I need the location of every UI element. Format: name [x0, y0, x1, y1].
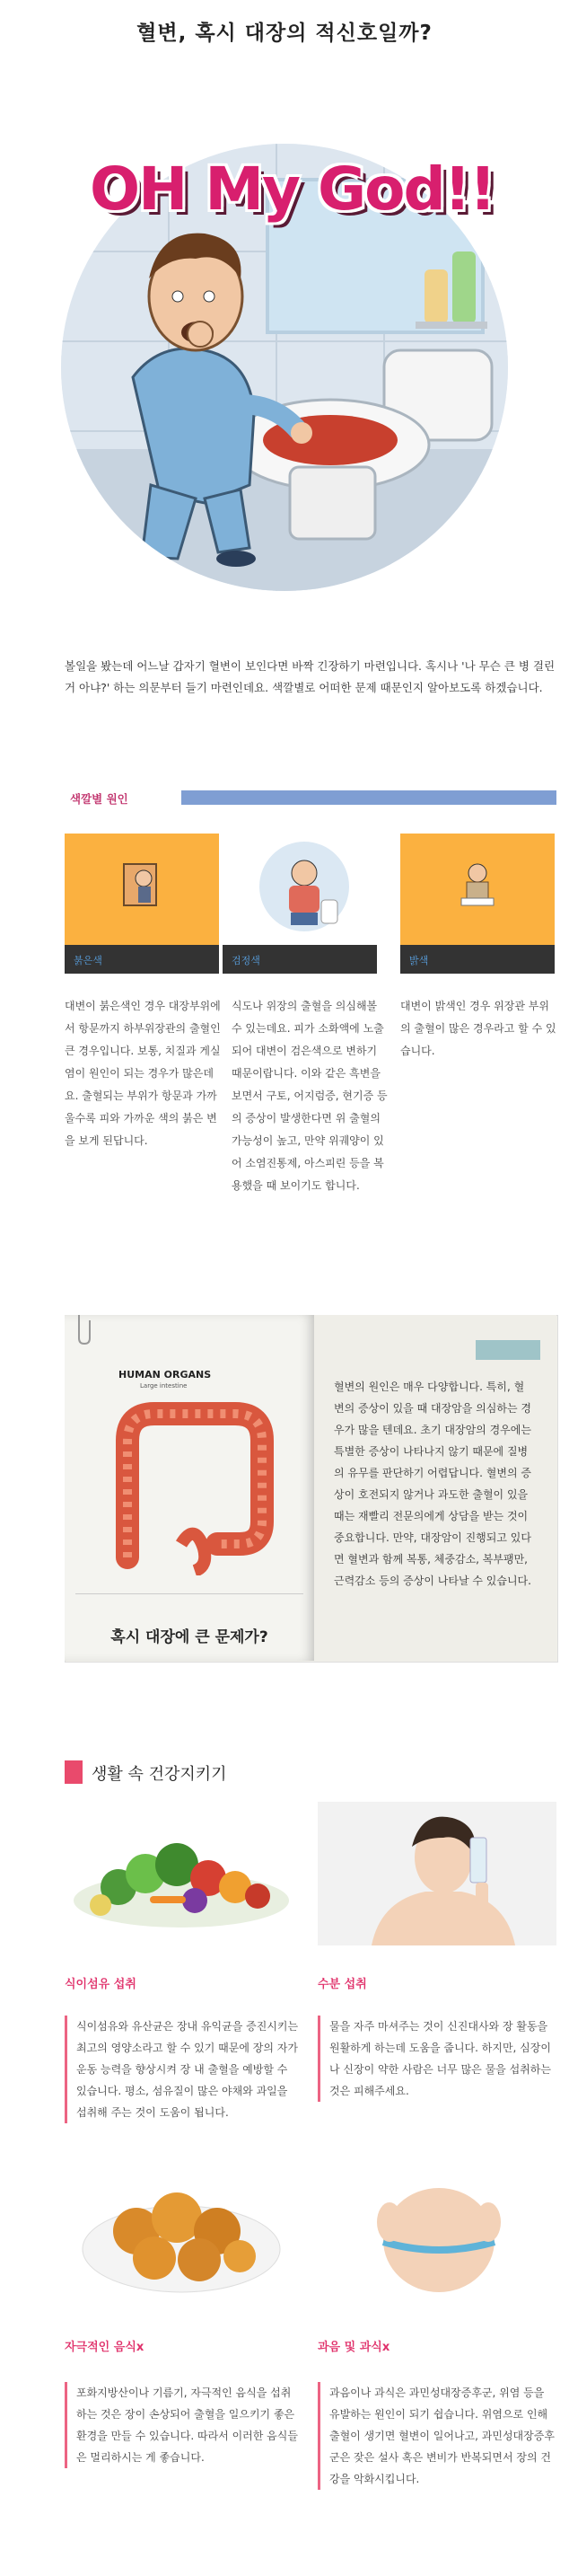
- woman-drinking-water-photo: [318, 1802, 556, 1945]
- color-card-black-text: 식도나 위장의 출혈을 의심해볼 수 있는데요. 피가 소화액에 노출되어 대변이 검은색으로 변하기 때문이랍니다. 이와 같은 흑변을 보면서 구토, 어지럼증, 현기증 등의 증상이 발생한다면 위 출혈의 가능성이 높고, 만약 위궤양이 있어 소염진통제, 아스피린 등을 복용했을 때 보이기도 합니다.: [232, 1000, 388, 1192]
- color-card-red: [65, 834, 219, 973]
- intro-paragraph: 볼일을 봤는데 어느날 갑자기 혈변이 보인다면 바짝 긴장하기 마련입니다. 혹시나 '나 무슨 큰 병 걸린거 아냐?' 하는 의문부터 들기 마련인데요. 색깔별로 어떠한 문제 때문인지 알아보도록 하겠습니다.: [65, 659, 556, 694]
- fiber-text: 식이섬유와 유산균은 장내 유익균을 증진시키는 최고의 영양소라고 할 수 있기 때문에 장의 자가 운동 능력을 향상시켜 장 내 출혈을 예방할 수 있습니다. 평소, 섬유질이 많은 야채와 과일을 섭취해 주는 것이 도움이 됩니다.: [65, 2016, 301, 2123]
- fried-chicken-photo: [65, 2159, 298, 2303]
- waist-measuring-photo: [318, 2159, 556, 2303]
- book-bookmark-tab: [476, 1340, 540, 1360]
- vegetables-photo: [65, 1802, 298, 1945]
- water-label: 수분 섭취: [318, 1978, 367, 1991]
- book-left-page: [65, 1315, 314, 1661]
- hero-headline: OH My God!!: [90, 154, 495, 224]
- color-card-black: [223, 834, 377, 973]
- paperclip-icon: [70, 1311, 97, 1347]
- waist-measuring-image: [318, 2159, 556, 2303]
- person-straining-icon: [451, 857, 504, 911]
- color-card-light-text: 대변이 밝색인 경우 위장관 부위의 출혈이 많은 경우라고 할 수 있습니다.: [400, 1000, 556, 1057]
- color-card-red-label: 붉은색: [74, 955, 102, 966]
- person-running-toilet-icon: [115, 857, 169, 911]
- color-card-red-footer: [65, 945, 219, 974]
- book-page-text: 혈변의 원인은 매우 다양합니다. 특히, 혈변의 증상이 있을 때 대장암을 의심하는 경우가 많을 텐데요. 초기 대장암의 경우에는 특별한 증상이 나타나지 않기 때문에 질병의 유무를 판단하기 어렵답니다. 혈변의 증상이 호전되지 않거나 과도한 출혈이 있을 때는 재빨리 전문의에게 상담을 받는 것이 중요합니다. 만약, 대장암이 진행되고 있다면 혈변과 함께 복통, 체중감소, 복부팽만, 근력감소 등의 증상이 나타날 수 있습니다.: [334, 1381, 531, 1587]
- fried-chicken-image: [65, 2159, 298, 2303]
- color-card-light: [400, 834, 555, 973]
- color-card-red-text: 대변이 붉은색인 경우 대장부위에서 항문까지 하부위장관의 출혈인 큰 경우입니다. 보통, 치질과 게실염이 원인이 되는 경우가 많은데요. 출혈되는 부위가 항문과 가까울수록 피와 가까운 색의 붉은 변을 보게 된답니다.: [65, 1000, 221, 1147]
- organ-chart-title: HUMAN ORGANS: [118, 1369, 212, 1381]
- section-health-title: 생활 속 건강지키기: [92, 1765, 227, 1784]
- color-card-black-footer: [223, 945, 377, 974]
- fiber-label: 식이섬유 섭취: [65, 1978, 136, 1991]
- color-card-light-label: 밝색: [409, 955, 429, 966]
- man-on-toilet-icon: [255, 837, 354, 936]
- overeating-text: 과음이나 과식은 과민성대장증후군, 위염 등을 유발하는 원인이 되기 쉽습니다. 위염으로 인해 출혈이 생기면 혈변이 일어나고, 과민성대장증후군은 잦은 설사 혹은 변비가 반복되면서 장의 건강을 악화시킵니다.: [318, 2382, 556, 2490]
- color-card-light-footer: [400, 945, 555, 974]
- vegetables-image: [65, 1802, 298, 1945]
- book-caption: 혹시 대장에 큰 문제가?: [110, 1628, 268, 1646]
- book-left-divider: [75, 1593, 303, 1594]
- page-title: 혈변, 혹시 대장의 적신호일까?: [136, 22, 433, 45]
- large-intestine-icon: [92, 1387, 289, 1575]
- section-health-marker: [65, 1760, 83, 1784]
- color-card-black-label: 검정색: [232, 955, 260, 966]
- spicy-food-label: 자극적인 음식x: [65, 2341, 144, 2354]
- spicy-food-text: 포화지방산이나 기름기, 자극적인 음식을 섭취하는 것은 장이 손상되어 출혈을 일으키기 좋은 환경을 만들 수 있습니다. 따라서 이러한 음식들은 멀리하시는 게 좋습니다.: [65, 2382, 301, 2468]
- section-color-causes-title: 색깔별 원인: [70, 792, 128, 806]
- water-text: 물을 자주 마셔주는 것이 신진대사와 장 활동을 원활하게 하는데 도움을 줍니다. 하지만, 심장이나 신장이 약한 사람은 너무 많은 물을 섭취하는 것은 피해주세요.: [318, 2016, 556, 2102]
- overeating-label: 과음 및 과식x: [318, 2341, 390, 2354]
- woman-drinking-water-image: [318, 1802, 556, 1945]
- organ-chart-subtitle: Large intestine: [140, 1382, 188, 1389]
